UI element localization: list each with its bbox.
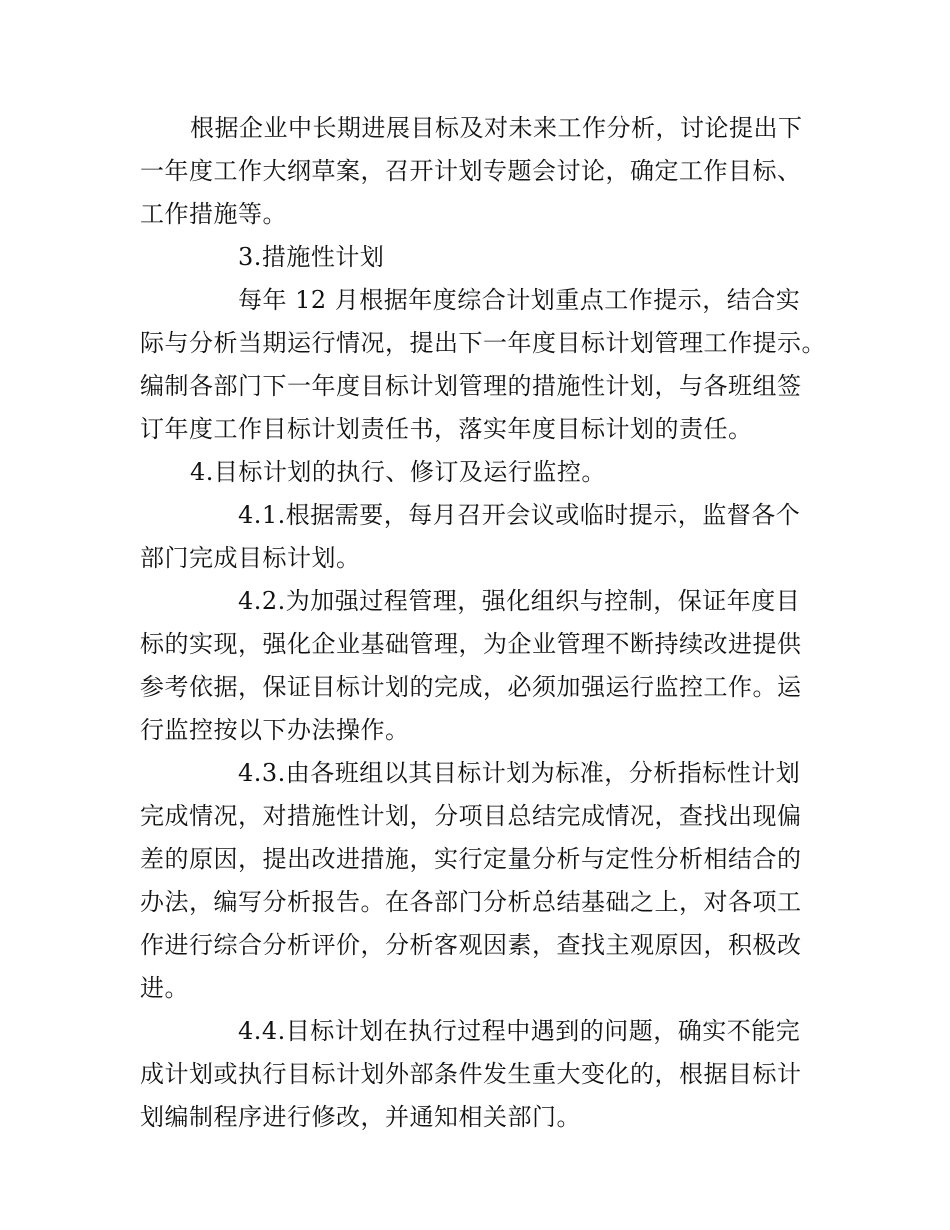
text-line: 4.3.由各班组以其目标计划为标准，分析指标性计划 xyxy=(238,759,801,787)
text-line: 参考依据，保证目标计划的完成，必须加强运行监控工作。运 xyxy=(140,673,802,701)
text-line: 进。 xyxy=(140,974,189,1002)
text-line: 4.1.根据需要，每月召开会议或临时提示，监督各个 xyxy=(238,501,801,529)
text-line: 一年度工作大纲草案，召开计划专题会讨论，确定工作目标、 xyxy=(140,157,802,185)
text-line: 每年 12 月根据年度综合计划重点工作提示，结合实 xyxy=(238,286,801,314)
text-line: 行监控按以下办法操作。 xyxy=(140,716,410,744)
text-line: 划编制程序进行修改，并通知相关部门。 xyxy=(140,1103,581,1131)
text-line: 4.2.为加强过程管理，强化组织与控制，保证年度目 xyxy=(238,587,801,615)
text-line: 成计划或执行目标计划外部条件发生重大变化的，根据目标计 xyxy=(140,1060,802,1088)
text-line: 差的原因，提出改进措施，实行定量分析与定性分析相结合的 xyxy=(140,845,802,873)
text-line: 4.4.目标计划在执行过程中遇到的问题，确实不能完 xyxy=(238,1017,801,1045)
text-line: 标的实现，强化企业基础管理，为企业管理不断持续改进提供 xyxy=(140,630,802,658)
text-line: 工作措施等。 xyxy=(140,200,287,228)
text-line: 根据企业中长期进展目标及对未来工作分析，讨论提出下 xyxy=(190,114,803,142)
text-line: 办法，编写分析报告。在各部门分析总结基础之上，对各项工 xyxy=(140,888,802,916)
section-heading: 3.措施性计划 xyxy=(238,243,385,271)
text-line: 订年度工作目标计划责任书，落实年度目标计划的责任。 xyxy=(140,415,753,443)
text-line: 际与分析当期运行情况，提出下一年度目标计划管理工作提示。 xyxy=(140,329,826,357)
section-heading: 4.目标计划的执行、修订及运行监控。 xyxy=(190,458,606,486)
text-line: 编制各部门下一年度目标计划管理的措施性计划，与各班组签 xyxy=(140,372,802,400)
text-line: 作进行综合分析评价，分析客观因素，查找主观原因，积极改 xyxy=(140,931,802,959)
text-line: 完成情况，对措施性计划，分项目总结完成情况，查找出现偏 xyxy=(140,802,802,830)
text-line: 部门完成目标计划。 xyxy=(140,544,361,572)
